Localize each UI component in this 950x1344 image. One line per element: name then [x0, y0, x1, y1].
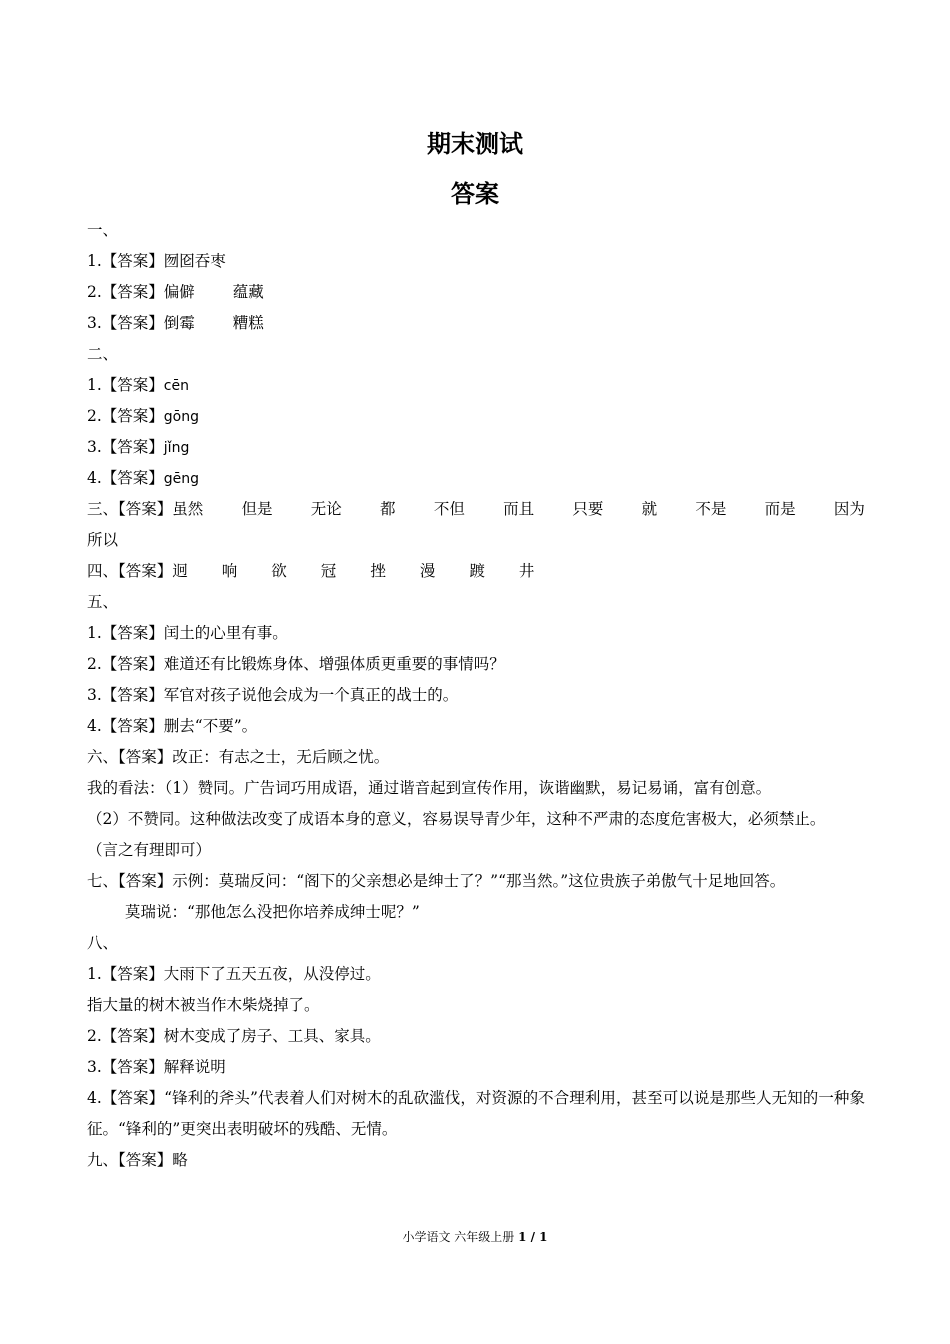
answer-line	[87, 401, 865, 432]
answer-line	[87, 432, 865, 463]
answer-text: 糟糕	[232, 314, 264, 332]
answer-word: 三、【答案】虽然	[87, 500, 204, 518]
answer-word: 只要	[572, 500, 604, 518]
answer-label: 3.【答案】	[87, 438, 164, 456]
pinyin-text: gōng	[163, 409, 200, 425]
section-heading: 一、	[87, 221, 119, 239]
answer-line	[87, 308, 865, 339]
pinyin-text: jǐng	[163, 440, 190, 456]
pinyin-text: gēng	[163, 471, 200, 487]
answer-text: 3.【答案】倒霉	[87, 314, 195, 332]
section-heading: 二、	[87, 345, 119, 363]
answer-words-row	[87, 556, 865, 587]
answer-line	[87, 370, 865, 401]
answer-word: 就	[641, 500, 658, 518]
answer-line: 4.【答案】删去“不要”。	[87, 717, 258, 735]
answer-label: 2.【答案】	[87, 407, 164, 425]
answer-word: 欲	[271, 562, 287, 580]
answer-word: 无论	[310, 500, 342, 518]
answer-line	[87, 463, 865, 494]
answer-line: 3.【答案】解释说明	[87, 1058, 226, 1076]
answer-text: 蕴藏	[232, 283, 264, 301]
answer-line: 1.【答案】闰土的心里有事。	[87, 624, 288, 642]
answer-label: 1.【答案】	[87, 376, 164, 394]
page-subtitle: 答案	[451, 180, 499, 208]
page-footer	[0, 1228, 950, 1245]
answer-body	[87, 215, 865, 1176]
answer-word: 而且	[503, 500, 535, 518]
section-heading: 八、	[87, 934, 119, 952]
answer-word: 四、【答案】迥	[87, 562, 188, 580]
answer-line: （言之有理即可）	[87, 841, 212, 859]
answer-label: 4.【答案】	[87, 469, 164, 487]
answer-word: 但是	[241, 500, 273, 518]
answer-word: 响	[221, 562, 238, 580]
answer-word: 而是	[764, 500, 796, 518]
answer-word: 冠	[320, 562, 337, 580]
answer-line: 所以	[87, 531, 119, 549]
answer-paragraph: 4.【答案】“锋利的斧头”代表着人们对树木的乱砍滥伐，对资源的不合理利用，甚至可以说是那些人无知的一种象征。“锋利的”更突出表明破坏的残酷、无情。	[87, 1089, 865, 1138]
answer-line: 1.【答案】囫囵吞枣	[87, 252, 226, 270]
answer-line: 3.【答案】军官对孩子说他会成为一个真正的战士的。	[87, 686, 459, 704]
answer-line: 九、【答案】略	[87, 1151, 188, 1169]
section-heading: 五、	[87, 593, 119, 611]
pinyin-text: cēn	[163, 378, 189, 394]
page-number: 1 / 1	[518, 1230, 548, 1244]
answer-line: 莫瑞说：“那他怎么没把你培养成绅士呢？”	[125, 903, 420, 921]
answer-line: 我的看法：（1）赞同。广告词巧用成语，通过谐音起到宣传作用，诙谐幽默，易记易诵，富有创意。	[87, 779, 772, 797]
answer-line: 七、【答案】示例：莫瑞反问：“阁下的父亲想必是绅士了？”“那当然。”这位贵族子弟傲气十足地回答。	[87, 872, 786, 890]
answer-line: 六、【答案】改正：有志之士，无后顾之忧。	[87, 748, 390, 766]
page-title: 期末测试	[427, 130, 523, 158]
answer-word: 不但	[433, 500, 465, 518]
answer-text: 2.【答案】偏僻	[87, 283, 195, 301]
answer-line: （2）不赞同。这种做法改变了成语本身的意义，容易误导青少年，这种不严肃的态度危害极大，必须禁止。	[87, 810, 826, 828]
answer-word: 不是	[695, 500, 727, 518]
answer-word: 因为	[833, 500, 865, 518]
answer-word: 都	[380, 500, 396, 518]
answer-line: 2.【答案】难道还有比锻炼身体、增强体质更重要的事情吗？	[87, 655, 505, 673]
answer-line: 2.【答案】树木变成了房子、工具、家具。	[87, 1027, 381, 1045]
answer-word: 挫	[370, 562, 386, 580]
answer-word: 踱	[469, 562, 485, 580]
answer-line: 1.【答案】大雨下了五天五夜，从没停过。	[87, 965, 381, 983]
answer-word: 漫	[419, 562, 436, 580]
answer-line: 指大量的树木被当作木柴烧掉了。	[87, 996, 320, 1014]
answer-line	[87, 277, 865, 308]
answer-word: 井	[518, 562, 535, 580]
answer-words-row	[87, 494, 865, 525]
footer-text: 小学语文 六年级上册	[402, 1230, 519, 1244]
